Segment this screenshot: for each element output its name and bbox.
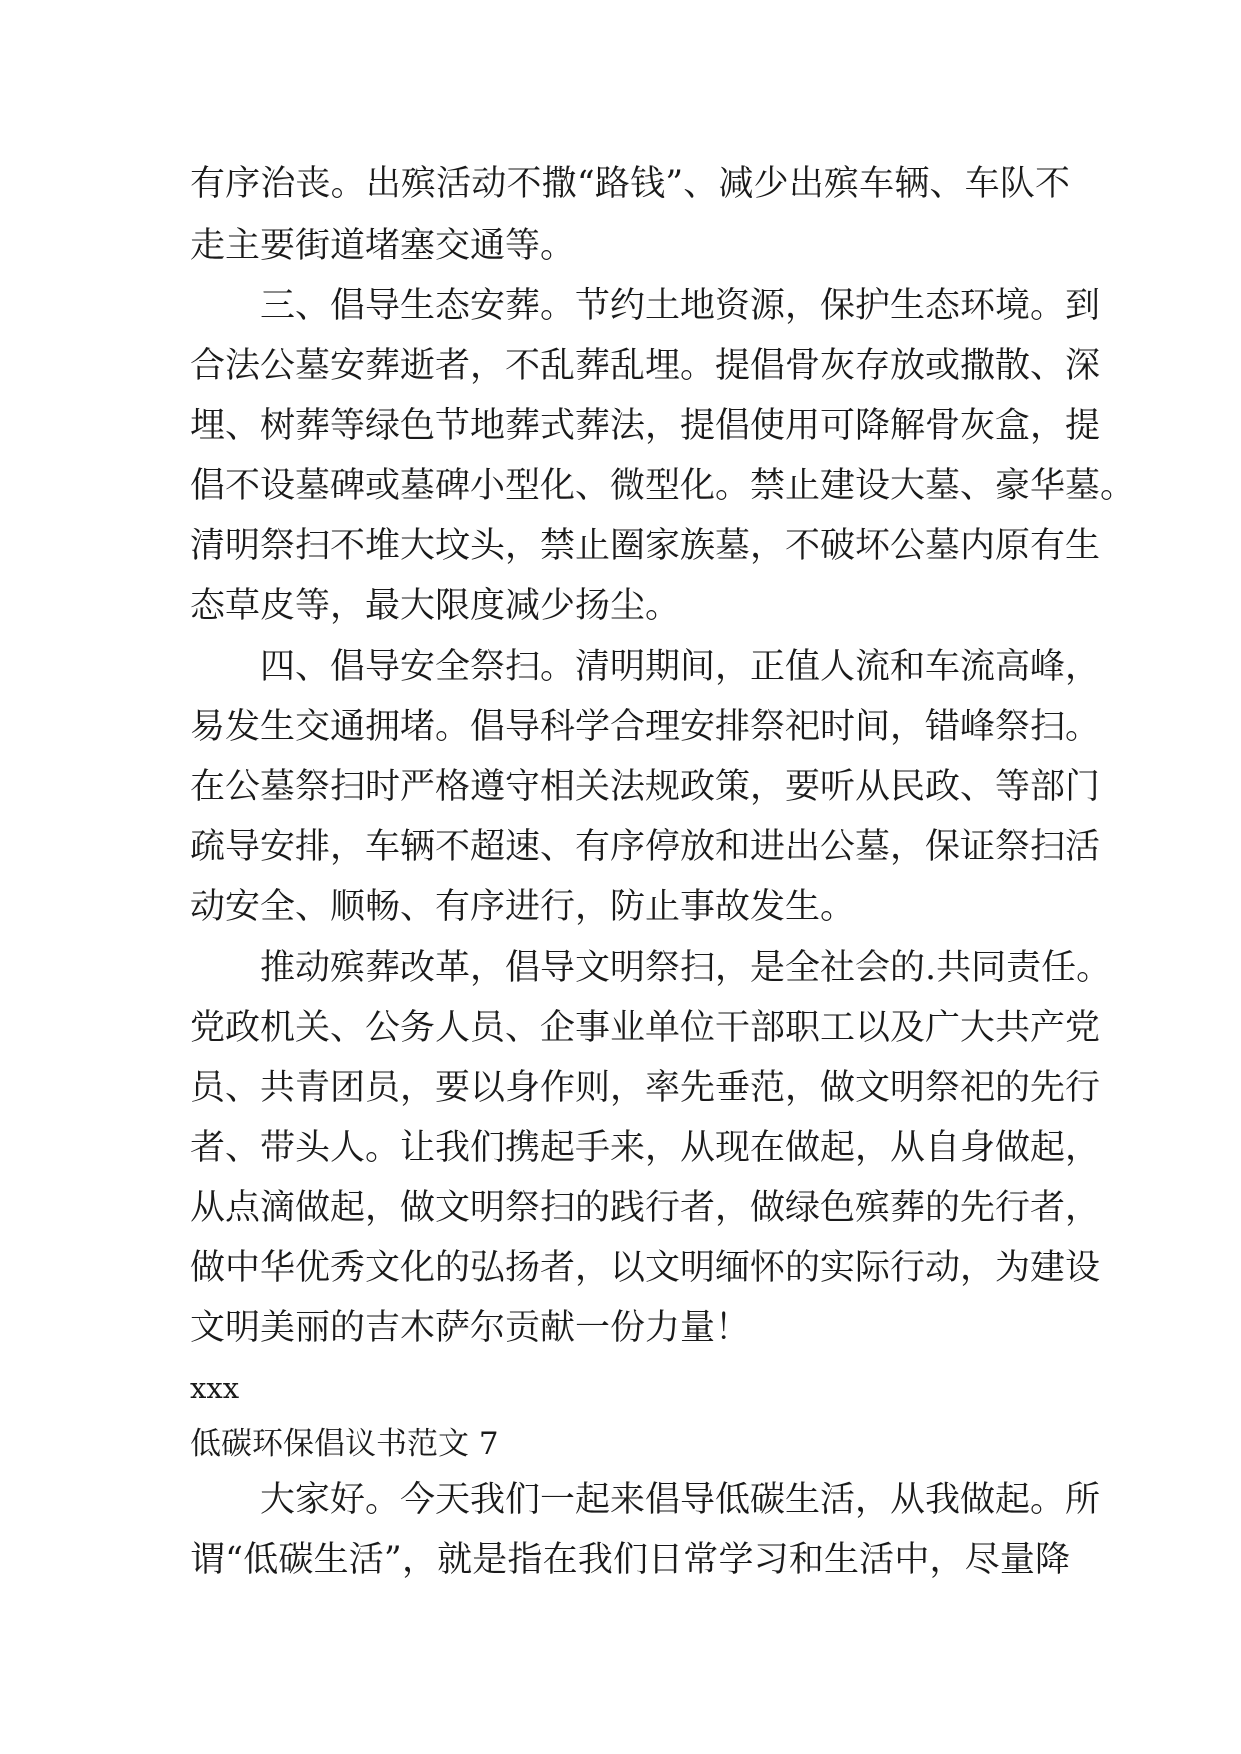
body-text-line: 在公墓祭扫时严格遵守相关法规政策，要听从民政、等部门 <box>190 767 1101 807</box>
section-title: 低碳环保倡议书范文 7 <box>190 1426 499 1462</box>
body-text-line: 态草皮等，最大限度减少扬尘。 <box>190 586 681 626</box>
body-text-line: 者、带头人。让我们携起手来，从现在做起，从自身做起， <box>190 1128 1101 1168</box>
body-text-line: 疏导安排，车辆不超速、有序停放和进出公墓，保证祭扫活 <box>190 827 1101 867</box>
body-text-line: 做中华优秀文化的弘扬者，以文明缅怀的实际行动，为建设 <box>190 1248 1101 1288</box>
body-text-line: 四、倡导安全祭扫。清明期间，正值人流和车流高峰， <box>260 647 1101 687</box>
body-text-line: 员、共青团员，要以身作则，率先垂范，做文明祭祀的先行 <box>190 1068 1101 1108</box>
body-text-line: 党政机关、公务人员、企事业单位干部职工以及广大共产党 <box>190 1008 1101 1048</box>
body-text-line: 三、倡导生态安葬。节约土地资源，保护生态环境。到 <box>260 286 1101 326</box>
body-text-line: 埋、树葬等绿色节地葬式葬法，提倡使用可降解骨灰盒，提 <box>190 406 1101 446</box>
body-text-line: 合法公墓安葬逝者，不乱葬乱埋。提倡骨灰存放或撒散、深 <box>190 346 1101 386</box>
body-text-line: 走主要街道堵塞交通等。 <box>190 226 576 266</box>
body-text-line: 推动殡葬改革，倡导文明祭扫，是全社会的.共同责任。 <box>260 948 1112 988</box>
signature: xxx <box>190 1371 240 1405</box>
body-text-line: 谓“低碳生活”，就是指在我们日常学习和生活中，尽量降 <box>190 1540 1070 1580</box>
body-text-line: 动安全、顺畅、有序进行，防止事故发生。 <box>190 887 856 927</box>
body-text-line: 大家好。今天我们一起来倡导低碳生活，从我做起。所 <box>260 1480 1101 1520</box>
body-text-line: 有序治丧。出殡活动不撒“路钱”、减少出殡车辆、车队不 <box>190 164 1070 204</box>
body-text-line: 易发生交通拥堵。倡导科学合理安排祭祀时间，错峰祭扫。 <box>190 707 1101 747</box>
body-text-line: 从点滴做起，做文明祭扫的践行者，做绿色殡葬的先行者， <box>190 1188 1101 1228</box>
body-text-line: 文明美丽的吉木萨尔贡献一份力量！ <box>190 1308 751 1348</box>
body-text-line: 清明祭扫不堆大坟头，禁止圈家族墓，不破坏公墓内原有生 <box>190 526 1101 566</box>
body-text-line: 倡不设墓碑或墓碑小型化、微型化。禁止建设大墓、豪华墓。 <box>190 466 1136 506</box>
